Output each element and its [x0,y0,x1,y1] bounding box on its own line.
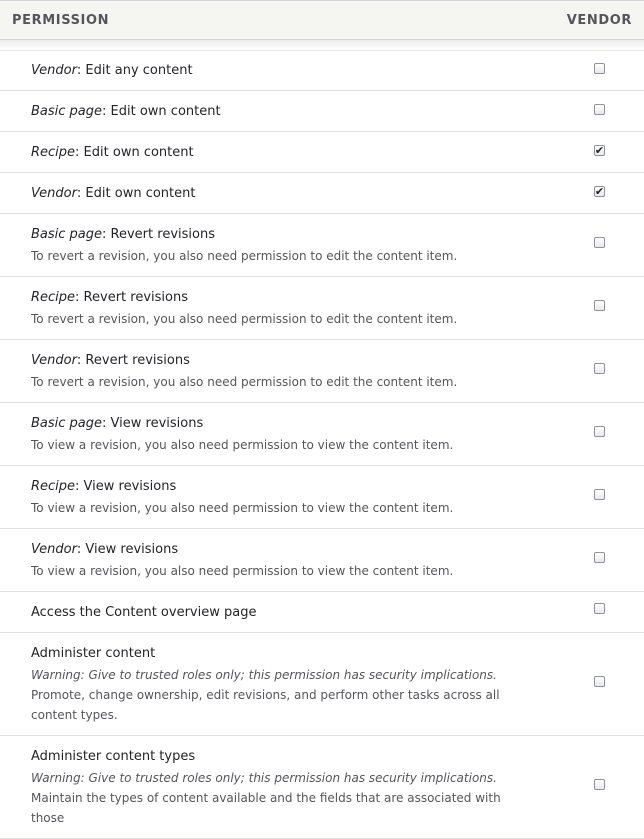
content-type-label: Basic page [31,416,103,431]
vendor-checkbox[interactable] [594,186,605,197]
table-row [0,132,644,173]
content-type-label: Vendor [31,353,77,368]
vendor-checkbox[interactable] [594,104,605,115]
permission-cell [31,289,531,329]
permission-cell [31,415,531,455]
header-shadow [0,40,644,51]
permission-title: Access the Content overview page [31,605,257,620]
vendor-checkbox[interactable] [594,363,605,374]
vendor-checkbox[interactable] [594,63,605,74]
permission-title [31,185,531,202]
content-type-label: Vendor [31,63,77,78]
content-type-label: Recipe [31,479,76,494]
permission-title [31,541,531,558]
permission-title [31,415,531,432]
vendor-checkbox[interactable] [594,145,605,156]
vendor-checkbox[interactable] [594,237,605,248]
permission-name: : Edit own content [76,186,196,201]
permission-cell [31,748,531,828]
permission-cell [31,645,531,725]
permission-description: To view a revision, you also need permission to view the content item. [31,564,454,578]
permission-description: To revert a revision, you also need permission to edit the content item. [31,375,458,389]
permission-name: : View revisions [75,479,177,494]
permission-description: To view a revision, you also need permission to view the content item. [31,438,454,452]
security-warning: Warning: Give to trusted roles only; this permission has security implications. [31,771,497,785]
permission-name: : Edit own content [102,104,221,119]
permission-title [31,478,531,495]
content-type-label: Vendor [31,542,77,557]
permission-cell [31,478,531,518]
vendor-checkbox[interactable] [594,552,605,563]
content-type-label: Basic page [31,227,103,242]
permission-title [31,352,531,369]
permission-title [31,62,531,79]
permission-title: Administer content types [31,749,196,764]
vendor-checkbox[interactable] [594,779,605,790]
table-row [0,91,644,132]
permission-cell [31,352,531,392]
permission-column-header: PERMISSION [12,13,110,28]
permission-name: : View revisions [76,542,179,557]
table-row [0,403,644,466]
permission-cell [31,226,531,266]
permission-cell [31,604,531,621]
permission-description: To revert a revision, you also need permission to edit the content item. [31,312,458,326]
table-header [0,0,644,40]
permission-cell [31,144,531,161]
permission-description [31,665,531,725]
permission-name: : Revert revisions [102,227,215,242]
permission-name: : Revert revisions [76,353,190,368]
table-row [0,340,644,403]
permission-name: : Revert revisions [75,290,188,305]
vendor-checkbox[interactable] [594,426,605,437]
content-type-label: Vendor [31,186,77,201]
table-row [0,277,644,340]
check-icon: ✔ [594,185,605,198]
table-row [0,173,644,214]
vendor-column-header: VENDOR [566,13,632,28]
permission-name: : Edit any content [76,63,193,78]
permission-cell [31,62,531,79]
permission-description [31,768,531,828]
table-body [0,50,644,839]
permission-description: To view a revision, you also need permission to view the content item. [31,501,454,515]
permission-cell [31,103,531,120]
permission-title [31,289,531,306]
permission-description-text: Maintain the types of content available and the fields that are associated with those [31,791,501,825]
content-type-label: Recipe [31,145,76,160]
permission-title [31,103,531,120]
permission-description-text: Promote, change ownership, edit revisions, and perform other tasks across all content types. [31,688,500,722]
permission-description: To revert a revision, you also need permission to edit the content item. [31,249,458,263]
vendor-checkbox[interactable] [594,489,605,500]
table-row [0,633,644,736]
vendor-checkbox[interactable] [594,603,605,614]
permission-name: : Edit own content [75,145,194,160]
permission-cell [31,541,531,581]
table-row [0,529,644,592]
permission-title: Administer content [31,646,156,661]
table-row [0,592,644,633]
permission-title [31,226,531,243]
content-type-label: Recipe [31,290,76,305]
table-row [0,214,644,277]
vendor-checkbox[interactable] [594,300,605,311]
content-type-label: Basic page [31,104,103,119]
permission-title [31,144,531,161]
security-warning: Warning: Give to trusted roles only; this permission has security implications. [31,668,497,682]
check-icon: ✔ [594,144,605,157]
vendor-checkbox[interactable] [594,676,605,687]
table-row [0,736,644,839]
permission-name: : View revisions [102,416,204,431]
permission-cell [31,185,531,202]
table-row [0,50,644,91]
table-row [0,466,644,529]
